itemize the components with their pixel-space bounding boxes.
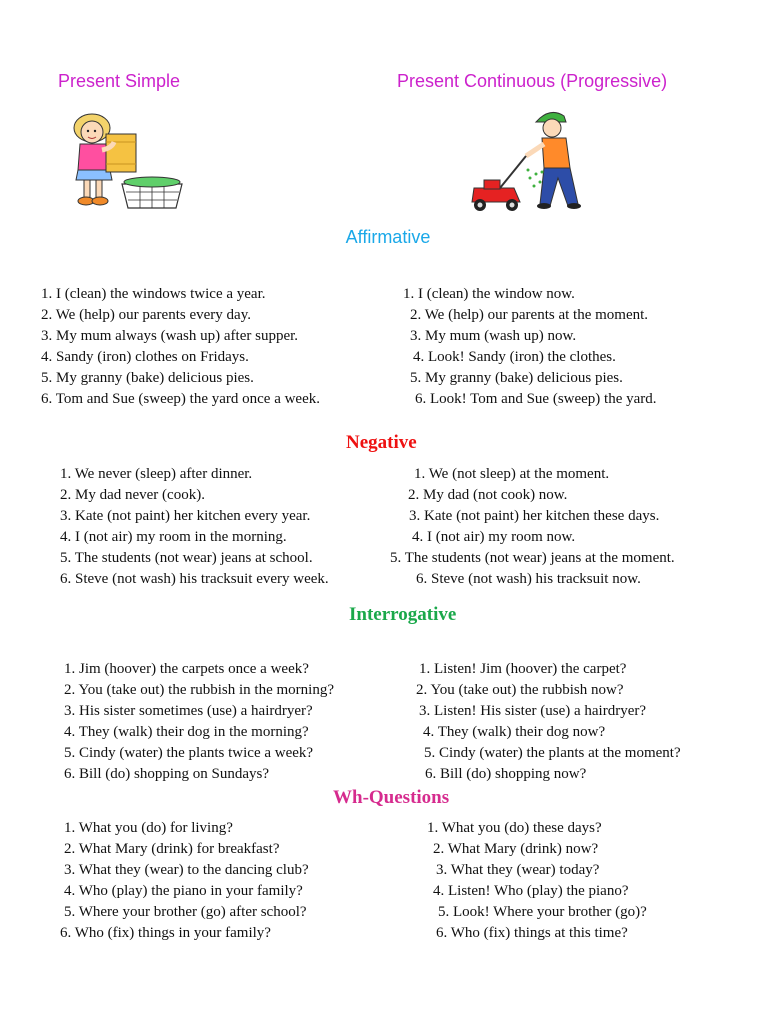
section-title-interrogative: Interrogative — [349, 604, 457, 625]
list-item: 6. Bill (do) shopping now? — [425, 766, 587, 782]
list-item: 1. We never (sleep) after dinner. — [60, 466, 253, 482]
list-item: 5. Cindy (water) the plants twice a week? — [64, 745, 314, 761]
list-item: 5. The students (not wear) jeans at the moment. — [390, 550, 675, 566]
list-item: 1. Listen! Jim (hoover) the carpet? — [419, 661, 627, 677]
list-item: 3. His sister sometimes (use) a hairdryer? — [64, 703, 313, 719]
list-item: 3. My mum (wash up) now. — [410, 328, 577, 344]
list-item: 3. Listen! His sister (use) a hairdryer? — [419, 703, 647, 719]
list-item: 1. We (not sleep) at the moment. — [414, 466, 610, 482]
list-item: 2. What Mary (drink) for breakfast? — [64, 841, 280, 857]
list-item: 5. The students (not wear) jeans at school. — [60, 550, 313, 566]
list-item: 6. Tom and Sue (sweep) the yard once a week. — [41, 391, 320, 407]
list-item: 2. What Mary (drink) now? — [433, 841, 599, 857]
list-item: 2. You (take out) the rubbish now? — [416, 682, 624, 698]
list-item: 2. We (help) our parents at the moment. — [410, 307, 649, 323]
section-title-affirmative: Affirmative — [345, 227, 431, 247]
list-item: 4. Who (play) the piano in your family? — [64, 883, 303, 899]
list-item: 5. Look! Where your brother (go)? — [438, 904, 647, 920]
list-item: 4. Look! Sandy (iron) the clothes. — [413, 349, 616, 365]
list-item: 3. What they (wear) to the dancing club? — [64, 862, 309, 878]
list-item: 6. Steve (not wash) his tracksuit now. — [416, 571, 641, 587]
list-item: 3. Kate (not paint) her kitchen these days. — [409, 508, 660, 524]
list-item: 6. Steve (not wash) his tracksuit every week. — [60, 571, 329, 587]
section-title-negative: Negative — [346, 432, 417, 453]
list-item: 3. Kate (not paint) her kitchen every year. — [60, 508, 311, 524]
list-item: 4. I (not air) my room in the morning. — [60, 529, 287, 545]
list-item: 2. My dad never (cook). — [60, 487, 205, 503]
header-present-simple: Present Simple — [58, 71, 181, 91]
list-item: 4. Sandy (iron) clothes on Fridays. — [41, 349, 249, 365]
list-item: 6. Bill (do) shopping on Sundays? — [64, 766, 269, 782]
list-item: 3. What they (wear) today? — [436, 862, 600, 878]
list-item: 6. Look! Tom and Sue (sweep) the yard. — [415, 391, 657, 407]
list-item: 5. My granny (bake) delicious pies. — [41, 370, 254, 386]
list-item: 1. What you (do) for living? — [64, 820, 233, 836]
list-item: 5. Cindy (water) the plants at the moment? — [424, 745, 681, 761]
list-item: 4. They (walk) their dog in the morning? — [64, 724, 309, 740]
list-item: 4. They (walk) their dog now? — [423, 724, 606, 740]
header-present-continuous: Present Continuous (Progressive) — [397, 71, 668, 91]
list-item: 6. Who (fix) things in your family? — [60, 925, 271, 941]
list-item: 5. Where your brother (go) after school? — [64, 904, 307, 920]
list-item: 2. You (take out) the rubbish in the morning? — [64, 682, 334, 698]
list-item: 1. I (clean) the windows twice a year. — [41, 286, 266, 302]
list-item: 3. My mum always (wash up) after supper. — [41, 328, 299, 344]
list-item: 1. Jim (hoover) the carpets once a week? — [64, 661, 309, 677]
list-item: 4. Listen! Who (play) the piano? — [433, 883, 629, 899]
list-item: 5. My granny (bake) delicious pies. — [410, 370, 623, 386]
list-item: 6. Who (fix) things at this time? — [436, 925, 628, 941]
list-item: 2. We (help) our parents every day. — [41, 307, 251, 323]
list-item: 1. What you (do) these days? — [427, 820, 602, 836]
girl-folding-laundry-icon — [62, 108, 186, 210]
boy-mowing-lawn-icon — [470, 108, 592, 212]
section-title-wh-questions: Wh-Questions — [333, 787, 450, 808]
list-item: 2. My dad (not cook) now. — [408, 487, 568, 503]
list-item: 1. I (clean) the window now. — [403, 286, 575, 302]
list-item: 4. I (not air) my room now. — [412, 529, 576, 545]
